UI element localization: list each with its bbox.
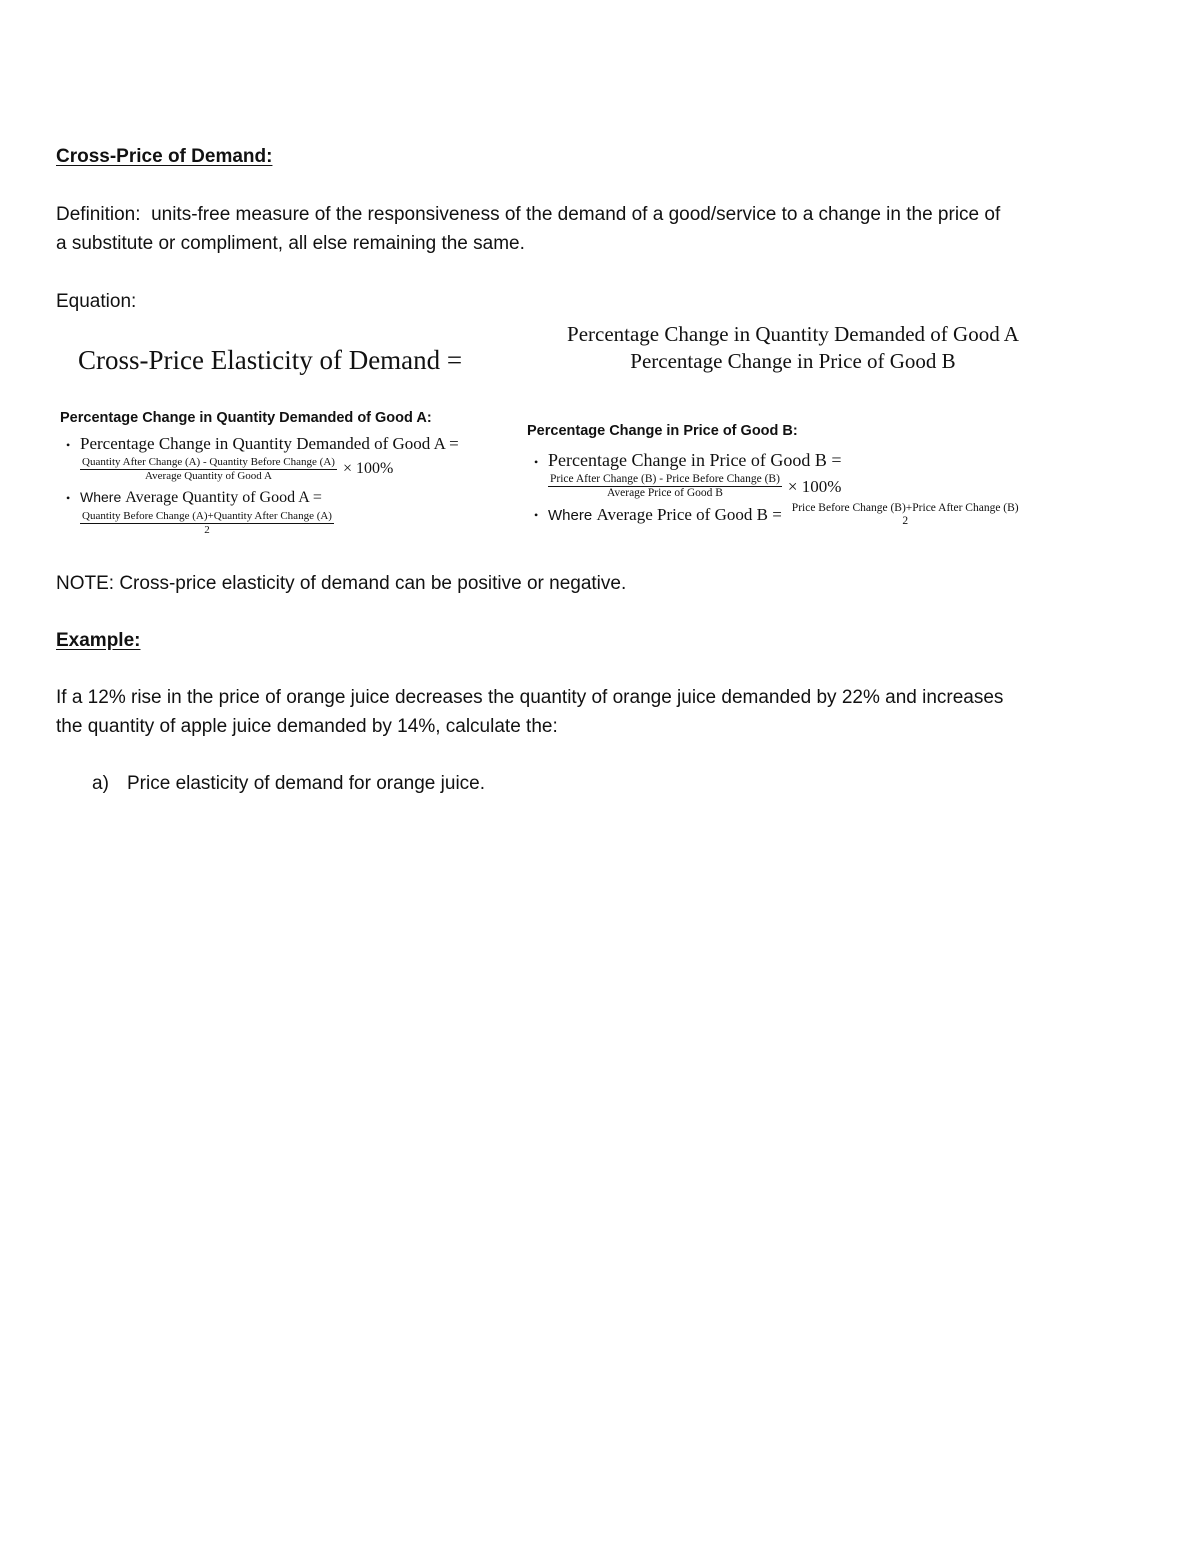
question-a-text: Price elasticity of demand for orange juice. — [127, 773, 486, 794]
example-line-2: the quantity of apple juice demanded by 14%, calculate the: — [56, 716, 558, 737]
box-a-bullet-1-multiplier: × 100% — [342, 460, 394, 478]
bullet-icon: • — [66, 438, 71, 452]
box-a-bullet-1-denominator: Average Quantity of Good A — [145, 469, 272, 482]
definition-label: Definition: — [56, 204, 141, 225]
box-a-bullet-2-denominator: 2 — [204, 523, 210, 536]
page-title: Cross-Price of Demand: — [56, 146, 273, 167]
box-b-bullet-2-prefix: Where — [548, 506, 593, 524]
main-equation-lhs: Cross-Price Elasticity of Demand = — [78, 345, 463, 375]
box-b-heading: Percentage Change in Price of Good B: — [527, 423, 798, 439]
definition-line-1 — [56, 200, 1000, 229]
question-a-marker: a) — [92, 773, 109, 794]
bullet-icon: • — [534, 507, 539, 522]
box-b-bullet-1-fraction — [548, 473, 782, 500]
box-a-bullet-2 — [66, 489, 322, 507]
bullet-icon: • — [534, 455, 539, 469]
box-b-bullet-1-denominator: Average Price of Good B — [606, 487, 723, 500]
box-b-bullet-1-numerator: Price After Change (B) - Price Before Change (B) — [548, 473, 782, 487]
box-a-bullet-1-numerator: Quantity After Change (A) - Quantity Before Change (A) — [82, 456, 335, 468]
box-b-bullet-2 — [534, 502, 1021, 528]
box-a-bullet-2-numerator: Quantity Before Change (A)+Quantity After Change (A) — [82, 510, 332, 522]
definition-line-2: a substitute or compliment, all else remaining the same. — [56, 233, 525, 254]
bullet-icon: • — [66, 491, 71, 505]
box-a-bullet-1-fraction — [80, 456, 337, 482]
example-label: Example: — [56, 630, 141, 651]
box-b-bullet-2-numerator: Price Before Change (B)+Price After Change (B) — [791, 502, 1019, 514]
box-a-bullet-2-fraction — [80, 510, 334, 536]
box-a-bullet-1-lhs: Percentage Change in Quantity Demanded of Good A = — [80, 434, 459, 453]
definition-text-1: units-free measure of the responsiveness of the demand of a good/service to a change in the price of — [151, 204, 1001, 225]
box-b-bullet-1-formula — [548, 473, 841, 500]
box-a-heading: Percentage Change in Quantity Demanded of Good A: — [60, 410, 432, 426]
box-b-bullet-1-lhs: Percentage Change in Price of Good B = — [548, 450, 842, 470]
box-a-bullet-1 — [66, 434, 459, 454]
box-b-bullet-1-multiplier: × 100% — [787, 476, 842, 496]
box-b-bullet-2-fraction — [790, 502, 1021, 528]
note-text: NOTE: Cross-price elasticity of demand can be positive or negative. — [56, 573, 627, 594]
equation-label: Equation: — [56, 291, 137, 312]
main-equation-denominator: Percentage Change in Price of Good B — [630, 349, 956, 373]
box-a-bullet-2-prefix: Where — [80, 489, 122, 505]
main-equation-fraction — [528, 318, 1058, 372]
box-b-bullet-2-denominator: 2 — [902, 515, 909, 528]
main-equation-numerator: Percentage Change in Quantity Demanded of Good A — [567, 322, 1019, 346]
box-a-bullet-2-formula — [80, 510, 334, 536]
box-a-bullet-2-lhs: Average Quantity of Good A = — [125, 489, 322, 506]
box-b-bullet-1 — [534, 450, 842, 471]
example-line-1: If a 12% rise in the price of orange juice decreases the quantity of orange juice demanded by 22% and increases — [56, 687, 1004, 708]
box-b-bullet-2-lhs: Average Price of Good B = — [596, 505, 782, 525]
box-a-bullet-1-formula — [80, 456, 393, 482]
